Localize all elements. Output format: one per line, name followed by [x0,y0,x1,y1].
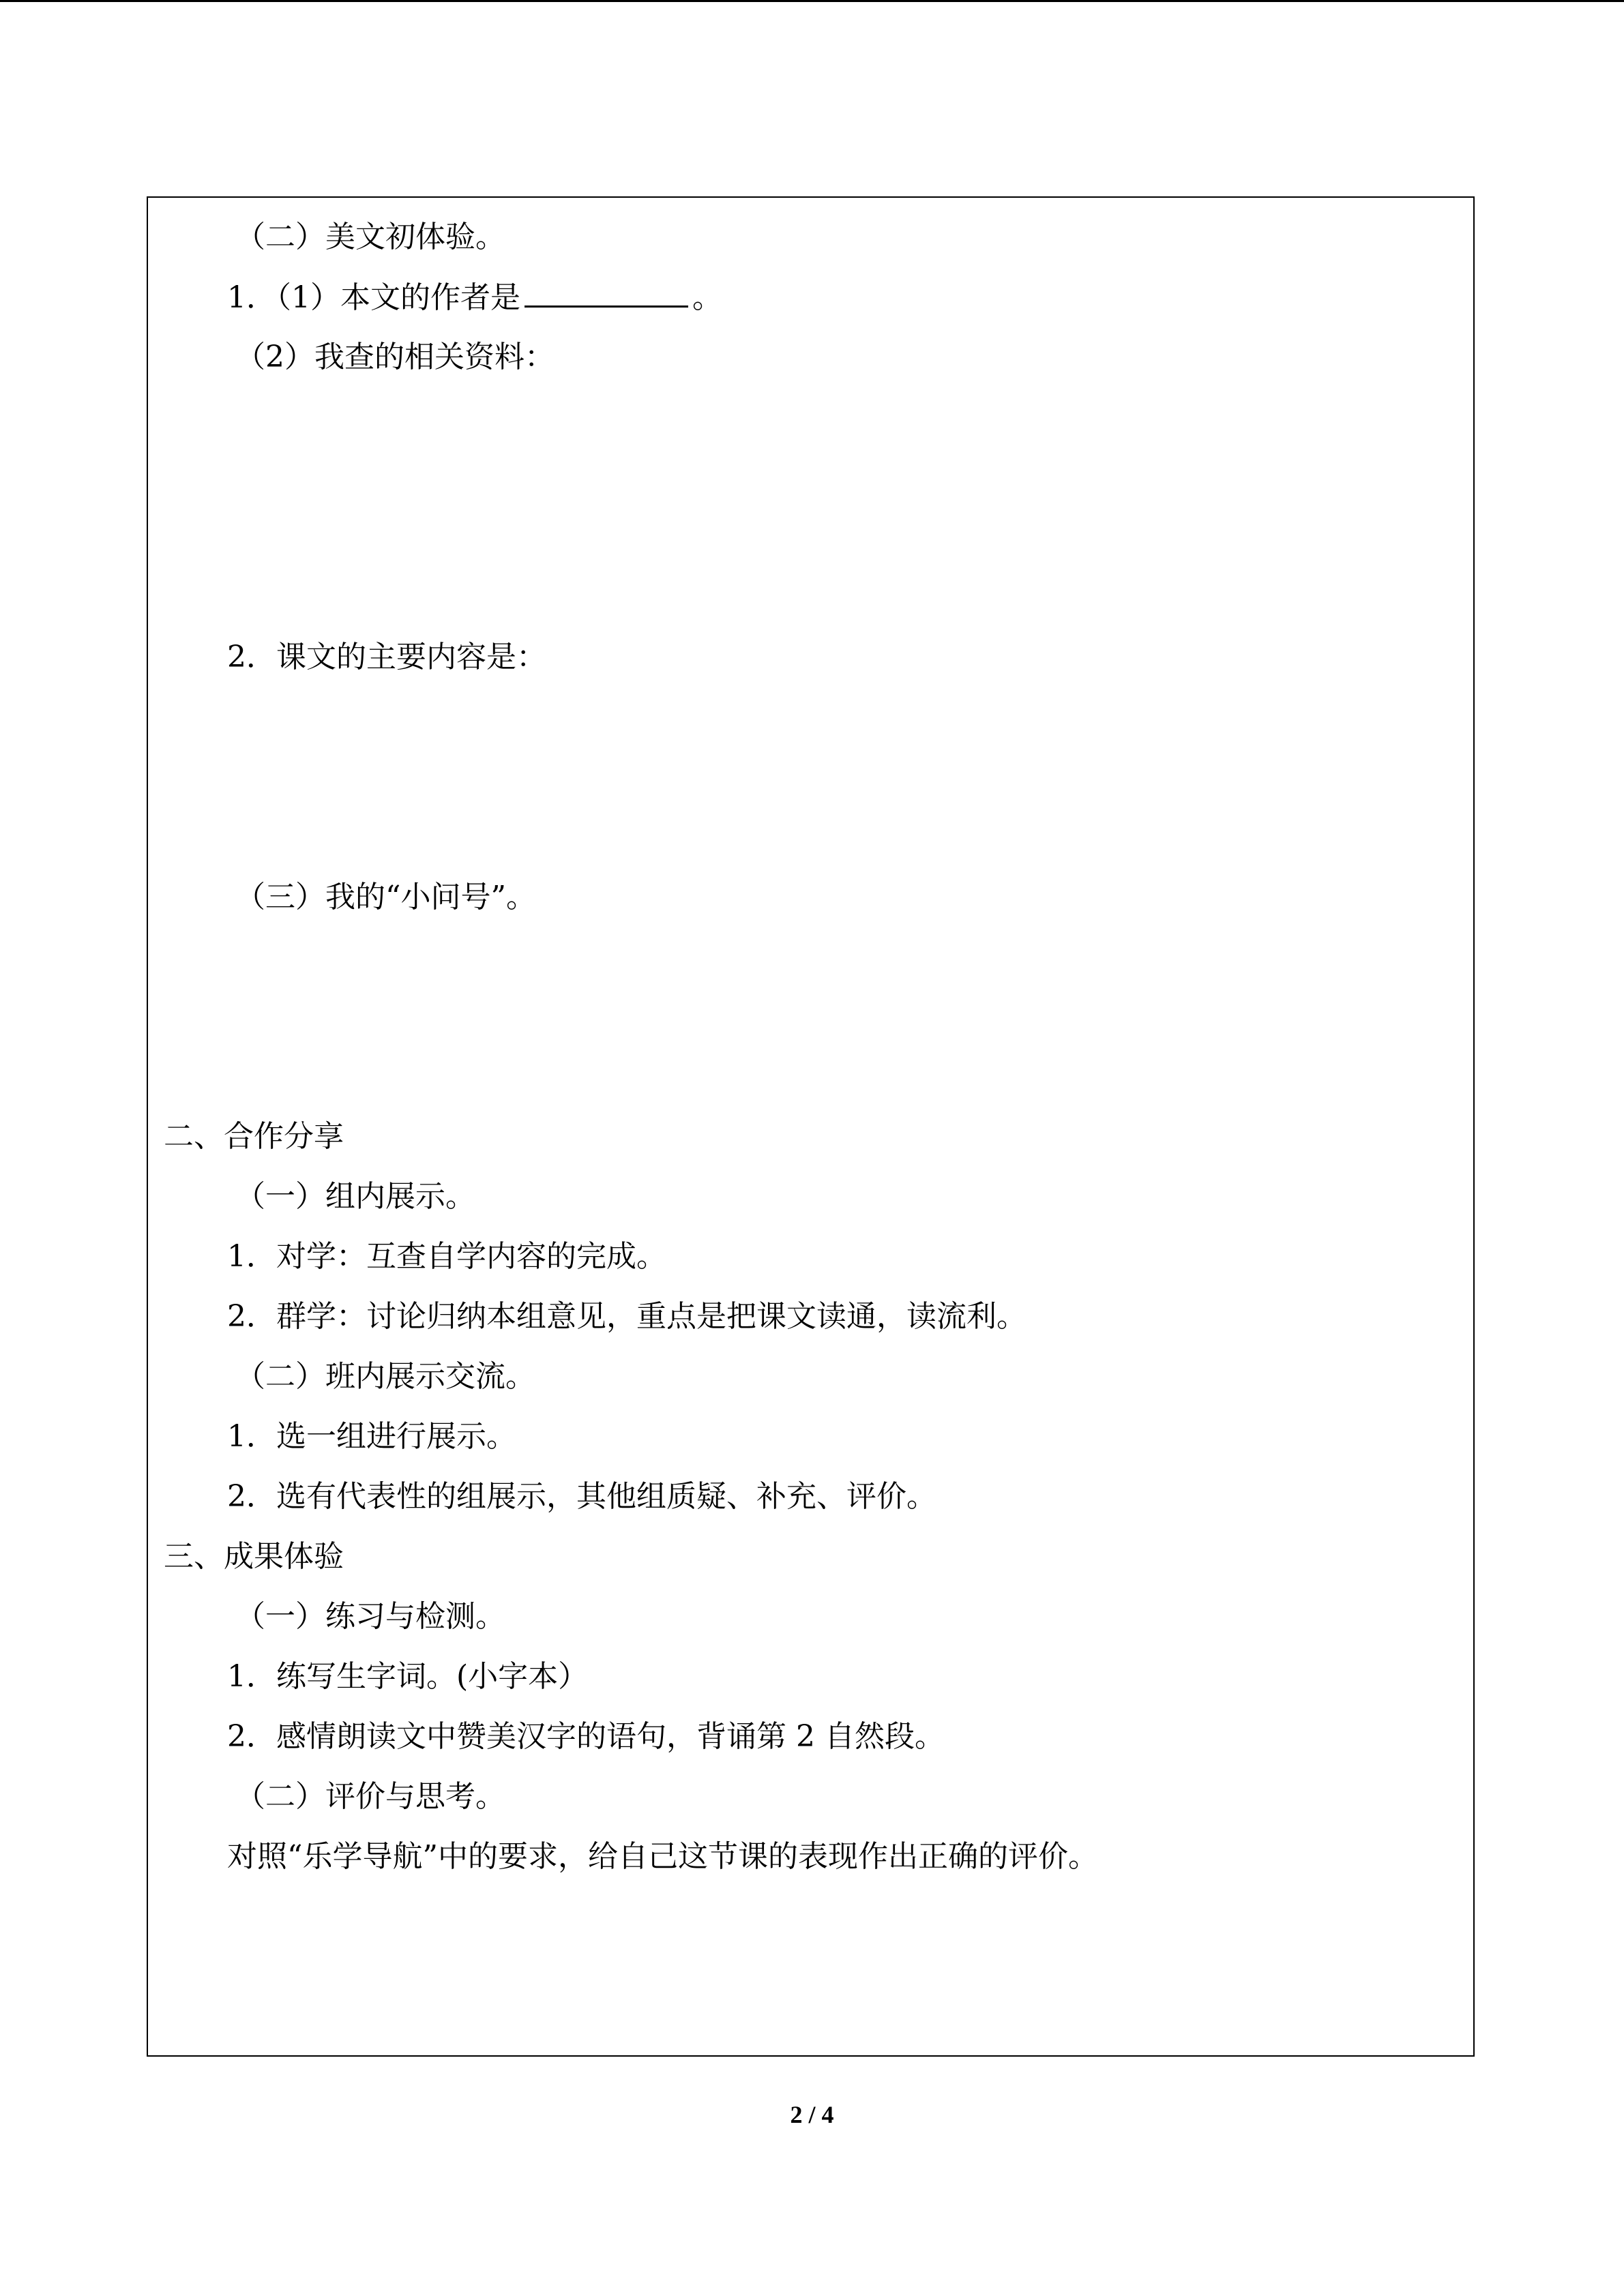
list-item-pair-study: 1．对学：互查自学内容的完成。 [227,1239,666,1274]
subsection-group-display: （一）组内展示。 [235,1179,475,1214]
list-item-group-study: 2．群学：讨论归纳本组意见，重点是把课文读通，读流利。 [227,1299,1027,1334]
page-top-border [0,0,1624,2]
section-title-cooperation: 二、合作分享 [164,1119,344,1154]
question-author-suffix: 。 [692,280,722,315]
question-materials: （2）我查的相关资料： [235,340,555,374]
section-title-results: 三、成果体验 [164,1539,344,1574]
list-item-choose-group: 1．选一组进行展示。 [227,1419,516,1454]
section-heading-questions: （三）我的“小问号”。 [235,880,536,914]
question-author [227,278,722,317]
question-author-label: 1．（1）本文的作者是 [227,280,520,315]
section-heading-experience: （二）美文初体验。 [235,220,505,254]
list-item-reading: 2．感情朗读文中赞美汉字的语句，背诵第 2 自然段。 [227,1719,945,1754]
subsection-evaluation: （二）评价与思考。 [235,1779,505,1814]
page-number: 2 / 4 [790,2101,834,2128]
list-item-writing: 1．练写生字词。(小字本） [227,1659,589,1694]
author-answer-blank[interactable] [525,278,688,308]
evaluation-instruction: 对照“乐学导航”中的要求，给自己这节课的表现作出正确的评价。 [227,1839,1098,1874]
question-main-content: 2．课文的主要内容是： [227,640,546,674]
list-item-representative: 2．选有代表性的组展示，其他组质疑、补充、评价。 [227,1479,936,1514]
subsection-practice: （一）练习与检测。 [235,1599,505,1634]
subsection-class-display: （二）班内展示交流。 [235,1359,535,1394]
